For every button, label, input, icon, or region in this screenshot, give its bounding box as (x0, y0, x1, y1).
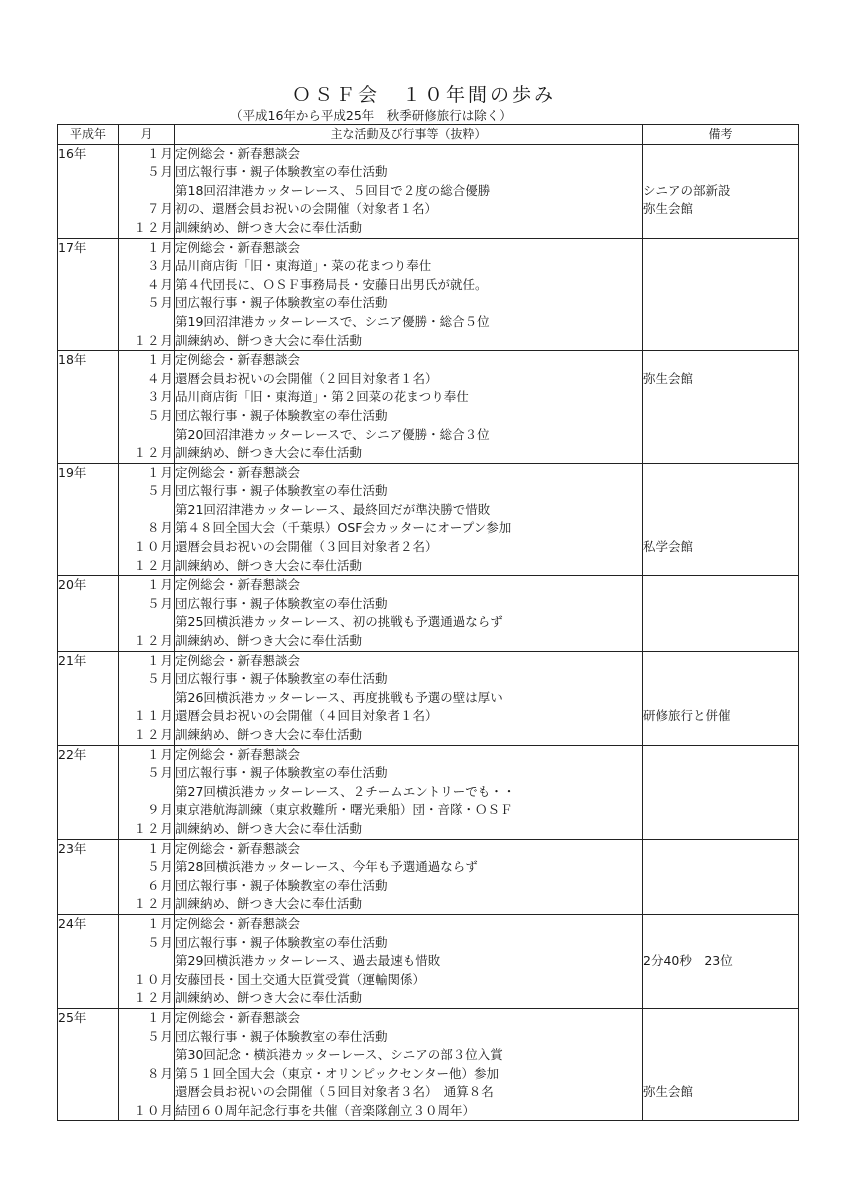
year-cell (58, 538, 119, 557)
activity-cell: 団広報行事・親子体験教室の奉仕活動 (175, 595, 643, 614)
month-cell: １２月 (119, 989, 175, 1008)
table-row (58, 257, 799, 276)
note-cell (643, 519, 799, 538)
note-cell (643, 858, 799, 877)
month-cell: ３月 (119, 257, 175, 276)
activity-cell: 訓練納め、餅つき大会に奉仕活動 (175, 332, 643, 351)
activity-cell: 訓練納め、餅つき大会に奉仕活動 (175, 444, 643, 463)
year-cell (58, 613, 119, 632)
year-cell: 16年 (58, 144, 119, 163)
table-row (58, 557, 799, 576)
table-row (58, 1008, 799, 1027)
table-row (58, 726, 799, 745)
note-cell (643, 839, 799, 858)
activity-cell: 結団６０周年記念行事を共催（音楽隊創立３０周年） (175, 1102, 643, 1121)
table-row (58, 1083, 799, 1102)
table-row (58, 482, 799, 501)
activity-cell: 第29回横浜港カッターレース、過去最速も惜敗 (175, 952, 643, 971)
activity-cell: 団広報行事・親子体験教室の奉仕活動 (175, 670, 643, 689)
year-cell (58, 426, 119, 445)
note-cell: 2分40秒 23位 (643, 952, 799, 971)
table-row (58, 501, 799, 520)
table-row (58, 764, 799, 783)
activity-cell: 定例総会・新春懇談会 (175, 839, 643, 858)
table-row (58, 858, 799, 877)
month-cell: ４月 (119, 370, 175, 389)
year-cell: 18年 (58, 351, 119, 370)
year-cell (58, 877, 119, 896)
year-cell (58, 858, 119, 877)
month-cell: １月 (119, 463, 175, 482)
activity-cell: 第18回沼津港カッターレース、５回目で２度の総合優勝 (175, 182, 643, 201)
month-cell: １０月 (119, 971, 175, 990)
activity-cell: 第20回沼津港カッターレースで、シニア優勝・総合３位 (175, 426, 643, 445)
month-cell: ５月 (119, 407, 175, 426)
year-cell (58, 557, 119, 576)
month-cell (119, 182, 175, 201)
note-cell (643, 501, 799, 520)
note-cell (643, 877, 799, 896)
table-row (58, 934, 799, 953)
note-cell (643, 1046, 799, 1065)
note-cell (643, 463, 799, 482)
month-cell: ５月 (119, 595, 175, 614)
activity-cell: 訓練納め、餅つき大会に奉仕活動 (175, 989, 643, 1008)
month-cell (119, 613, 175, 632)
activity-cell: 定例総会・新春懇談会 (175, 351, 643, 370)
year-cell (58, 632, 119, 651)
table-row (58, 388, 799, 407)
note-cell (643, 1102, 799, 1121)
activity-cell: 訓練納め、餅つき大会に奉仕活動 (175, 726, 643, 745)
note-cell (643, 557, 799, 576)
month-cell: １０月 (119, 538, 175, 557)
year-cell (58, 801, 119, 820)
month-cell: １月 (119, 144, 175, 163)
month-cell: １月 (119, 839, 175, 858)
note-cell (643, 238, 799, 257)
month-cell: ８月 (119, 1065, 175, 1084)
note-cell (643, 895, 799, 914)
note-cell (643, 351, 799, 370)
note-cell (643, 971, 799, 990)
activity-cell: 還暦会員お祝いの会開催（２回目対象者１名） (175, 370, 643, 389)
year-cell (58, 219, 119, 238)
month-cell: ５月 (119, 858, 175, 877)
table-row (58, 144, 799, 163)
note-cell: 弥生会館 (643, 200, 799, 219)
year-cell: 21年 (58, 651, 119, 670)
page-title: ＯＳＦ会 １０年間の歩み (291, 84, 556, 106)
year-cell (58, 1028, 119, 1047)
note-cell (643, 651, 799, 670)
note-cell (643, 1008, 799, 1027)
year-cell (58, 519, 119, 538)
note-cell (643, 407, 799, 426)
year-cell (58, 934, 119, 953)
activity-cell: 訓練納め、餅つき大会に奉仕活動 (175, 632, 643, 651)
history-body (58, 144, 799, 1121)
month-cell: ９月 (119, 801, 175, 820)
table-row (58, 632, 799, 651)
activity-cell: 定例総会・新春懇談会 (175, 745, 643, 764)
month-cell: １２月 (119, 219, 175, 238)
activity-cell: 第28回横浜港カッターレース、今年も予選通過ならず (175, 858, 643, 877)
year-cell (58, 294, 119, 313)
activity-cell: 第26回横浜港カッターレース、再度挑戦も予選の壁は厚い (175, 689, 643, 708)
activity-cell: 品川商店街「旧・東海道」・菜の花まつり奉仕 (175, 257, 643, 276)
year-cell (58, 689, 119, 708)
note-cell: 弥生会館 (643, 1083, 799, 1102)
table-row (58, 1028, 799, 1047)
year-cell (58, 407, 119, 426)
table-row (58, 895, 799, 914)
table-row (58, 707, 799, 726)
activity-cell: 第21回沼津港カッターレース、最終回だが準決勝で惜敗 (175, 501, 643, 520)
year-cell (58, 444, 119, 463)
table-row (58, 538, 799, 557)
note-cell (643, 426, 799, 445)
activity-cell: 訓練納め、餅つき大会に奉仕活動 (175, 895, 643, 914)
note-cell (643, 726, 799, 745)
year-cell (58, 332, 119, 351)
note-cell (643, 670, 799, 689)
activity-cell: 還暦会員お祝いの会開催（５回目対象者３名） 通算８名 (175, 1083, 643, 1102)
activity-cell: 還暦会員お祝いの会開催（４回目対象者１名） (175, 707, 643, 726)
table-row (58, 745, 799, 764)
note-cell (643, 219, 799, 238)
activity-cell: 還暦会員お祝いの会開催（３回目対象者２名） (175, 538, 643, 557)
note-cell (643, 332, 799, 351)
month-cell: １月 (119, 351, 175, 370)
activity-cell: 定例総会・新春懇談会 (175, 238, 643, 257)
table-row (58, 613, 799, 632)
year-cell (58, 707, 119, 726)
activity-cell: 訓練納め、餅つき大会に奉仕活動 (175, 820, 643, 839)
month-cell: ５月 (119, 163, 175, 182)
month-cell: ８月 (119, 519, 175, 538)
table-row (58, 351, 799, 370)
month-cell: １２月 (119, 632, 175, 651)
year-cell (58, 952, 119, 971)
month-cell: ５月 (119, 764, 175, 783)
table-row (58, 182, 799, 201)
note-cell: 研修旅行と併催 (643, 707, 799, 726)
table-row (58, 801, 799, 820)
table-row (58, 294, 799, 313)
note-cell (643, 144, 799, 163)
activity-cell: 定例総会・新春懇談会 (175, 651, 643, 670)
year-cell (58, 1102, 119, 1121)
year-cell: 20年 (58, 576, 119, 595)
activity-cell: 品川商店街「旧・東海道」・第２回菜の花まつり奉仕 (175, 388, 643, 407)
note-cell (643, 689, 799, 708)
table-row (58, 200, 799, 219)
note-cell (643, 444, 799, 463)
note-cell (643, 934, 799, 953)
note-cell (643, 313, 799, 332)
year-cell (58, 370, 119, 389)
year-cell: 22年 (58, 745, 119, 764)
month-cell: ５月 (119, 934, 175, 953)
table-row (58, 839, 799, 858)
month-cell: １２月 (119, 726, 175, 745)
activity-cell: 定例総会・新春懇談会 (175, 576, 643, 595)
year-cell (58, 163, 119, 182)
activity-cell: 定例総会・新春懇談会 (175, 144, 643, 163)
table-row (58, 444, 799, 463)
table-row (58, 163, 799, 182)
activity-cell: 定例総会・新春懇談会 (175, 463, 643, 482)
year-cell (58, 670, 119, 689)
table-row (58, 276, 799, 295)
year-cell (58, 764, 119, 783)
table-row (58, 1102, 799, 1121)
note-cell (643, 276, 799, 295)
note-cell (643, 595, 799, 614)
year-cell (58, 313, 119, 332)
month-cell: １月 (119, 576, 175, 595)
activity-cell: 第19回沼津港カッターレースで、シニア優勝・総合５位 (175, 313, 643, 332)
year-cell (58, 276, 119, 295)
activity-cell: 初の、還暦会員お祝いの会開催（対象者１名） (175, 200, 643, 219)
table-row (58, 952, 799, 971)
note-cell (643, 783, 799, 802)
table-row (58, 914, 799, 933)
note-cell (643, 1028, 799, 1047)
month-cell (119, 1083, 175, 1102)
activity-cell: 団広報行事・親子体験教室の奉仕活動 (175, 1028, 643, 1047)
activity-cell: 第４代団長に、ＯＳＦ事務局長・安藤日出男氏が就任。 (175, 276, 643, 295)
activity-cell: 第30回記念・横浜港カッターレース、シニアの部３位入賞 (175, 1046, 643, 1065)
year-cell (58, 726, 119, 745)
table-row (58, 689, 799, 708)
table-row (58, 1065, 799, 1084)
month-cell (119, 689, 175, 708)
month-cell: １０月 (119, 1102, 175, 1121)
table-row (58, 595, 799, 614)
month-cell: ５月 (119, 1028, 175, 1047)
table-row (58, 670, 799, 689)
note-cell (643, 914, 799, 933)
month-cell: ５月 (119, 670, 175, 689)
year-cell (58, 989, 119, 1008)
note-cell (643, 820, 799, 839)
table-row (58, 463, 799, 482)
table-row (58, 332, 799, 351)
month-cell (119, 426, 175, 445)
note-cell (643, 764, 799, 783)
month-cell: １１月 (119, 707, 175, 726)
activity-cell: 団広報行事・親子体験教室の奉仕活動 (175, 294, 643, 313)
month-cell: ７月 (119, 200, 175, 219)
header-row (58, 125, 799, 145)
year-cell (58, 182, 119, 201)
note-cell: 私学会館 (643, 538, 799, 557)
activity-cell: 訓練納め、餅つき大会に奉仕活動 (175, 219, 643, 238)
month-cell: ４月 (119, 276, 175, 295)
table-row (58, 219, 799, 238)
year-cell (58, 1065, 119, 1084)
year-cell: 17年 (58, 238, 119, 257)
year-cell (58, 895, 119, 914)
table-row (58, 820, 799, 839)
activity-cell: 第５１回全国大会（東京・オリンピックセンター他）参加 (175, 1065, 643, 1084)
year-cell (58, 501, 119, 520)
note-cell (643, 632, 799, 651)
note-cell (643, 388, 799, 407)
activity-cell: 第25回横浜港カッターレース、初の挑戦も予選通過ならず (175, 613, 643, 632)
activity-cell: 団広報行事・親子体験教室の奉仕活動 (175, 482, 643, 501)
note-cell (643, 576, 799, 595)
month-cell: １２月 (119, 444, 175, 463)
table-row (58, 971, 799, 990)
table-row (58, 370, 799, 389)
table-row (58, 877, 799, 896)
month-cell: ５月 (119, 482, 175, 501)
month-cell: １２月 (119, 332, 175, 351)
year-cell (58, 257, 119, 276)
activity-cell: 団広報行事・親子体験教室の奉仕活動 (175, 934, 643, 953)
header-activity: 主な活動及び行事等（抜粋） (175, 125, 643, 145)
note-cell (643, 801, 799, 820)
month-cell: １２月 (119, 895, 175, 914)
month-cell (119, 501, 175, 520)
note-cell (643, 257, 799, 276)
year-cell: 19年 (58, 463, 119, 482)
activity-cell: 安藤団長・国土交通大臣賞受賞（運輸関係） (175, 971, 643, 990)
note-cell (643, 163, 799, 182)
year-cell (58, 1046, 119, 1065)
month-cell: ５月 (119, 294, 175, 313)
month-cell: １月 (119, 745, 175, 764)
month-cell (119, 952, 175, 971)
note-cell (643, 745, 799, 764)
note-cell: シニアの部新設 (643, 182, 799, 201)
activity-cell: 団広報行事・親子体験教室の奉仕活動 (175, 764, 643, 783)
month-cell: ６月 (119, 877, 175, 896)
history-table (57, 124, 799, 1121)
note-cell: 弥生会館 (643, 370, 799, 389)
table-row (58, 519, 799, 538)
table-row (58, 407, 799, 426)
year-cell (58, 971, 119, 990)
month-cell: １２月 (119, 820, 175, 839)
month-cell: ３月 (119, 388, 175, 407)
year-cell (58, 783, 119, 802)
activity-cell: 第４８回全国大会（千葉県）OSF会カッターにオープン参加 (175, 519, 643, 538)
activity-cell: 東京港航海訓練（東京救難所・曙光乗船）団・音隊・ＯＳＦ (175, 801, 643, 820)
month-cell: １月 (119, 1008, 175, 1027)
table-row (58, 426, 799, 445)
year-cell (58, 200, 119, 219)
activity-cell: 定例総会・新春懇談会 (175, 1008, 643, 1027)
table-row (58, 651, 799, 670)
activity-cell: 団広報行事・親子体験教室の奉仕活動 (175, 407, 643, 426)
year-cell (58, 388, 119, 407)
note-cell (643, 1065, 799, 1084)
header-year: 平成年 (58, 125, 119, 145)
month-cell (119, 1046, 175, 1065)
month-cell (119, 783, 175, 802)
month-cell: １２月 (119, 557, 175, 576)
month-cell: １月 (119, 914, 175, 933)
activity-cell: 団広報行事・親子体験教室の奉仕活動 (175, 163, 643, 182)
note-cell (643, 613, 799, 632)
note-cell (643, 989, 799, 1008)
note-cell (643, 294, 799, 313)
table-row (58, 989, 799, 1008)
year-cell: 24年 (58, 914, 119, 933)
month-cell: １月 (119, 238, 175, 257)
year-cell: 23年 (58, 839, 119, 858)
activity-cell: 訓練納め、餅つき大会に奉仕活動 (175, 557, 643, 576)
activity-cell: 定例総会・新春懇談会 (175, 914, 643, 933)
activity-cell: 第27回横浜港カッターレース、２チームエントリーでも・・ (175, 783, 643, 802)
year-cell (58, 820, 119, 839)
month-cell (119, 313, 175, 332)
table-row (58, 783, 799, 802)
table-row (58, 313, 799, 332)
page-subtitle: （平成16年から平成25年 秋季研修旅行は除く） (230, 108, 512, 123)
year-cell (58, 595, 119, 614)
table-row (58, 576, 799, 595)
header-note: 備考 (643, 125, 799, 145)
year-cell (58, 482, 119, 501)
year-cell (58, 1083, 119, 1102)
table-row (58, 1046, 799, 1065)
activity-cell: 団広報行事・親子体験教室の奉仕活動 (175, 877, 643, 896)
header-month: 月 (119, 125, 175, 145)
month-cell: １月 (119, 651, 175, 670)
table-row (58, 238, 799, 257)
year-cell: 25年 (58, 1008, 119, 1027)
note-cell (643, 482, 799, 501)
